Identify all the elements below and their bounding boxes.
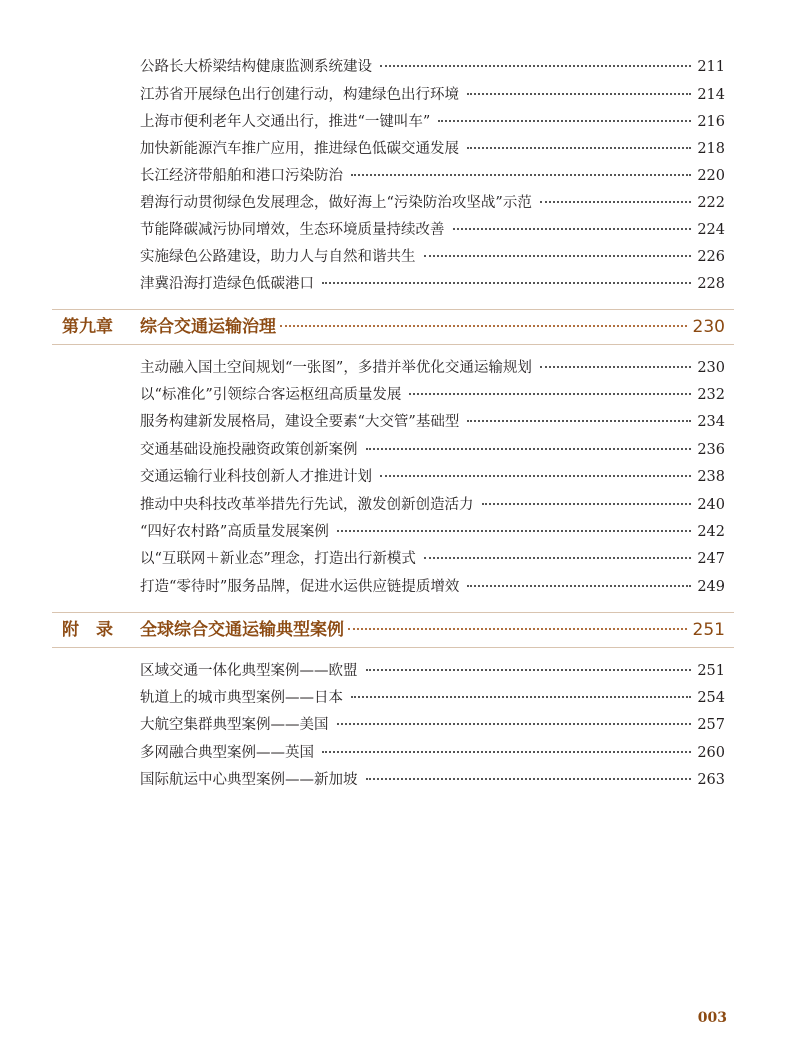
dot-leader xyxy=(380,64,691,67)
chapter-divider xyxy=(52,309,734,310)
chapter-page: 230 xyxy=(692,317,725,337)
dot-leader xyxy=(351,173,691,176)
toc-entry-page: 226 xyxy=(697,249,725,265)
toc-entry-title: 多网融合典型案例——英国 xyxy=(140,745,314,761)
dot-leader xyxy=(348,627,687,630)
dot-leader xyxy=(366,668,692,671)
toc-entry-title: 实施绿色公路建设，助力人与自然和谐共生 xyxy=(140,249,416,265)
dot-leader xyxy=(322,281,691,284)
toc-entry[interactable] xyxy=(140,519,725,545)
toc-entry-title: 碧海行动贯彻绿色发展理念，做好海上“污染防治攻坚战”示范 xyxy=(140,195,532,211)
dot-leader xyxy=(482,502,692,505)
dot-leader xyxy=(337,529,691,532)
dot-leader xyxy=(540,365,691,368)
dot-leader xyxy=(366,777,692,780)
chapter-divider xyxy=(52,612,734,613)
toc-entry[interactable] xyxy=(140,136,725,162)
toc-entry-page: 263 xyxy=(697,772,725,788)
toc-entry-title: 长江经济带船舶和港口污染防治 xyxy=(140,168,343,184)
toc-entry-page: 220 xyxy=(697,168,725,184)
dot-leader xyxy=(453,227,692,230)
toc-entry-page: 234 xyxy=(697,414,725,430)
toc-entry-page: 222 xyxy=(697,195,725,211)
toc-entry-page: 247 xyxy=(697,551,725,567)
page-number: 003 xyxy=(697,1010,727,1026)
dot-leader xyxy=(424,254,692,257)
toc-entry[interactable] xyxy=(140,767,725,793)
chapter-divider xyxy=(52,647,734,648)
toc-entry[interactable] xyxy=(140,109,725,135)
toc-entry[interactable] xyxy=(140,190,725,216)
dot-leader xyxy=(337,722,692,725)
dot-leader xyxy=(467,419,691,422)
toc-entry[interactable] xyxy=(140,409,725,435)
toc-entry[interactable] xyxy=(140,82,725,108)
toc-entry[interactable] xyxy=(140,464,725,490)
toc-entry-page: 236 xyxy=(697,442,725,458)
toc-entry-page: 260 xyxy=(697,745,725,761)
toc-entry-title: 上海市便利老年人交通出行，推进“一键叫车” xyxy=(140,114,431,130)
toc-entry-title: 国际航运中心典型案例——新加坡 xyxy=(140,772,358,788)
toc-entry[interactable] xyxy=(140,271,725,297)
toc-entry-page: 218 xyxy=(697,141,725,157)
dot-leader xyxy=(380,474,691,477)
toc-entry-title: 区域交通一体化典型案例——欧盟 xyxy=(140,663,358,679)
toc-entry-title: 公路长大桥梁结构健康监测系统建设 xyxy=(140,59,372,75)
toc-entry-title: 推动中央科技改革举措先行先试，激发创新创造活力 xyxy=(140,497,474,513)
toc-entry-title: 主动融入国土空间规划“一张图”，多措并举优化交通运输规划 xyxy=(140,360,532,376)
toc-entry[interactable] xyxy=(140,382,725,408)
toc-entry-title: 服务构建新发展格局，建设全要素“大交管”基础型 xyxy=(140,414,460,430)
toc-entry-page: 240 xyxy=(697,497,725,513)
toc-entry[interactable] xyxy=(140,54,725,80)
toc-entry[interactable] xyxy=(140,244,725,270)
toc-entry[interactable] xyxy=(140,574,725,600)
toc-entry-title: 津冀沿海打造绿色低碳港口 xyxy=(140,276,314,292)
toc-entry-title: 节能降碳减污协同增效，生态环境质量持续改善 xyxy=(140,222,445,238)
toc-entry-page: 232 xyxy=(697,387,725,403)
toc-entry-page: 214 xyxy=(697,87,725,103)
toc-entry-title: 轨道上的城市典型案例——日本 xyxy=(140,690,343,706)
toc-entry-page: 238 xyxy=(697,469,725,485)
toc-entry[interactable] xyxy=(140,685,725,711)
dot-leader xyxy=(467,92,691,95)
toc-entry[interactable] xyxy=(140,712,725,738)
toc-entry-page: 216 xyxy=(697,114,725,130)
toc-entry[interactable] xyxy=(140,437,725,463)
toc-entry-page: 242 xyxy=(697,524,725,540)
chapter-title: 全球综合交通运输典型案例 xyxy=(140,620,344,640)
toc-entry[interactable] xyxy=(140,658,725,684)
toc-entry-page: 230 xyxy=(697,360,725,376)
dot-leader xyxy=(351,695,691,698)
toc-entry-title: 大航空集群典型案例——美国 xyxy=(140,717,329,733)
toc-entry-page: 257 xyxy=(697,717,725,733)
toc-entry-page: 211 xyxy=(697,59,725,75)
toc-entry[interactable] xyxy=(140,740,725,766)
chapter-heading[interactable] xyxy=(62,312,725,342)
toc-entry[interactable] xyxy=(140,355,725,381)
dot-leader xyxy=(409,392,691,395)
dot-leader xyxy=(540,200,691,203)
toc-entry-page: 251 xyxy=(697,663,725,679)
toc-entry[interactable] xyxy=(140,163,725,189)
chapter-divider xyxy=(52,344,734,345)
chapter-label: 第九章 xyxy=(62,317,113,337)
dot-leader xyxy=(322,750,691,753)
toc-entry-title: “四好农村路”高质量发展案例 xyxy=(140,524,329,540)
appendix-heading[interactable] xyxy=(62,615,725,645)
toc-entry-page: 224 xyxy=(697,222,725,238)
toc-entry-title: 加快新能源汽车推广应用，推进绿色低碳交通发展 xyxy=(140,141,459,157)
chapter-label: 附 录 xyxy=(62,620,113,640)
toc-entry-title: 江苏省开展绿色出行创建行动，构建绿色出行环境 xyxy=(140,87,459,103)
toc-entry[interactable] xyxy=(140,546,725,572)
toc-entry-page: 254 xyxy=(697,690,725,706)
toc-entry-title: 交通基础设施投融资政策创新案例 xyxy=(140,442,358,458)
dot-leader xyxy=(467,584,691,587)
toc-entry-title: 交通运输行业科技创新人才推进计划 xyxy=(140,469,372,485)
toc-entry[interactable] xyxy=(140,492,725,518)
dot-leader xyxy=(438,119,691,122)
toc-entry-title: 以“互联网＋新业态”理念，打造出行新模式 xyxy=(140,551,416,567)
chapter-title: 综合交通运输治理 xyxy=(140,317,276,337)
dot-leader xyxy=(467,146,691,149)
toc-entry-title: 以“标准化”引领综合客运枢纽高质量发展 xyxy=(140,387,402,403)
dot-leader xyxy=(280,324,687,327)
toc-entry-title: 打造“零待时”服务品牌，促进水运供应链提质增效 xyxy=(140,579,460,595)
toc-entry[interactable] xyxy=(140,217,725,243)
toc-entry-page: 228 xyxy=(697,276,725,292)
toc-entry-page: 249 xyxy=(697,579,725,595)
chapter-page: 251 xyxy=(692,620,725,640)
dot-leader xyxy=(366,447,692,450)
dot-leader xyxy=(424,556,691,559)
